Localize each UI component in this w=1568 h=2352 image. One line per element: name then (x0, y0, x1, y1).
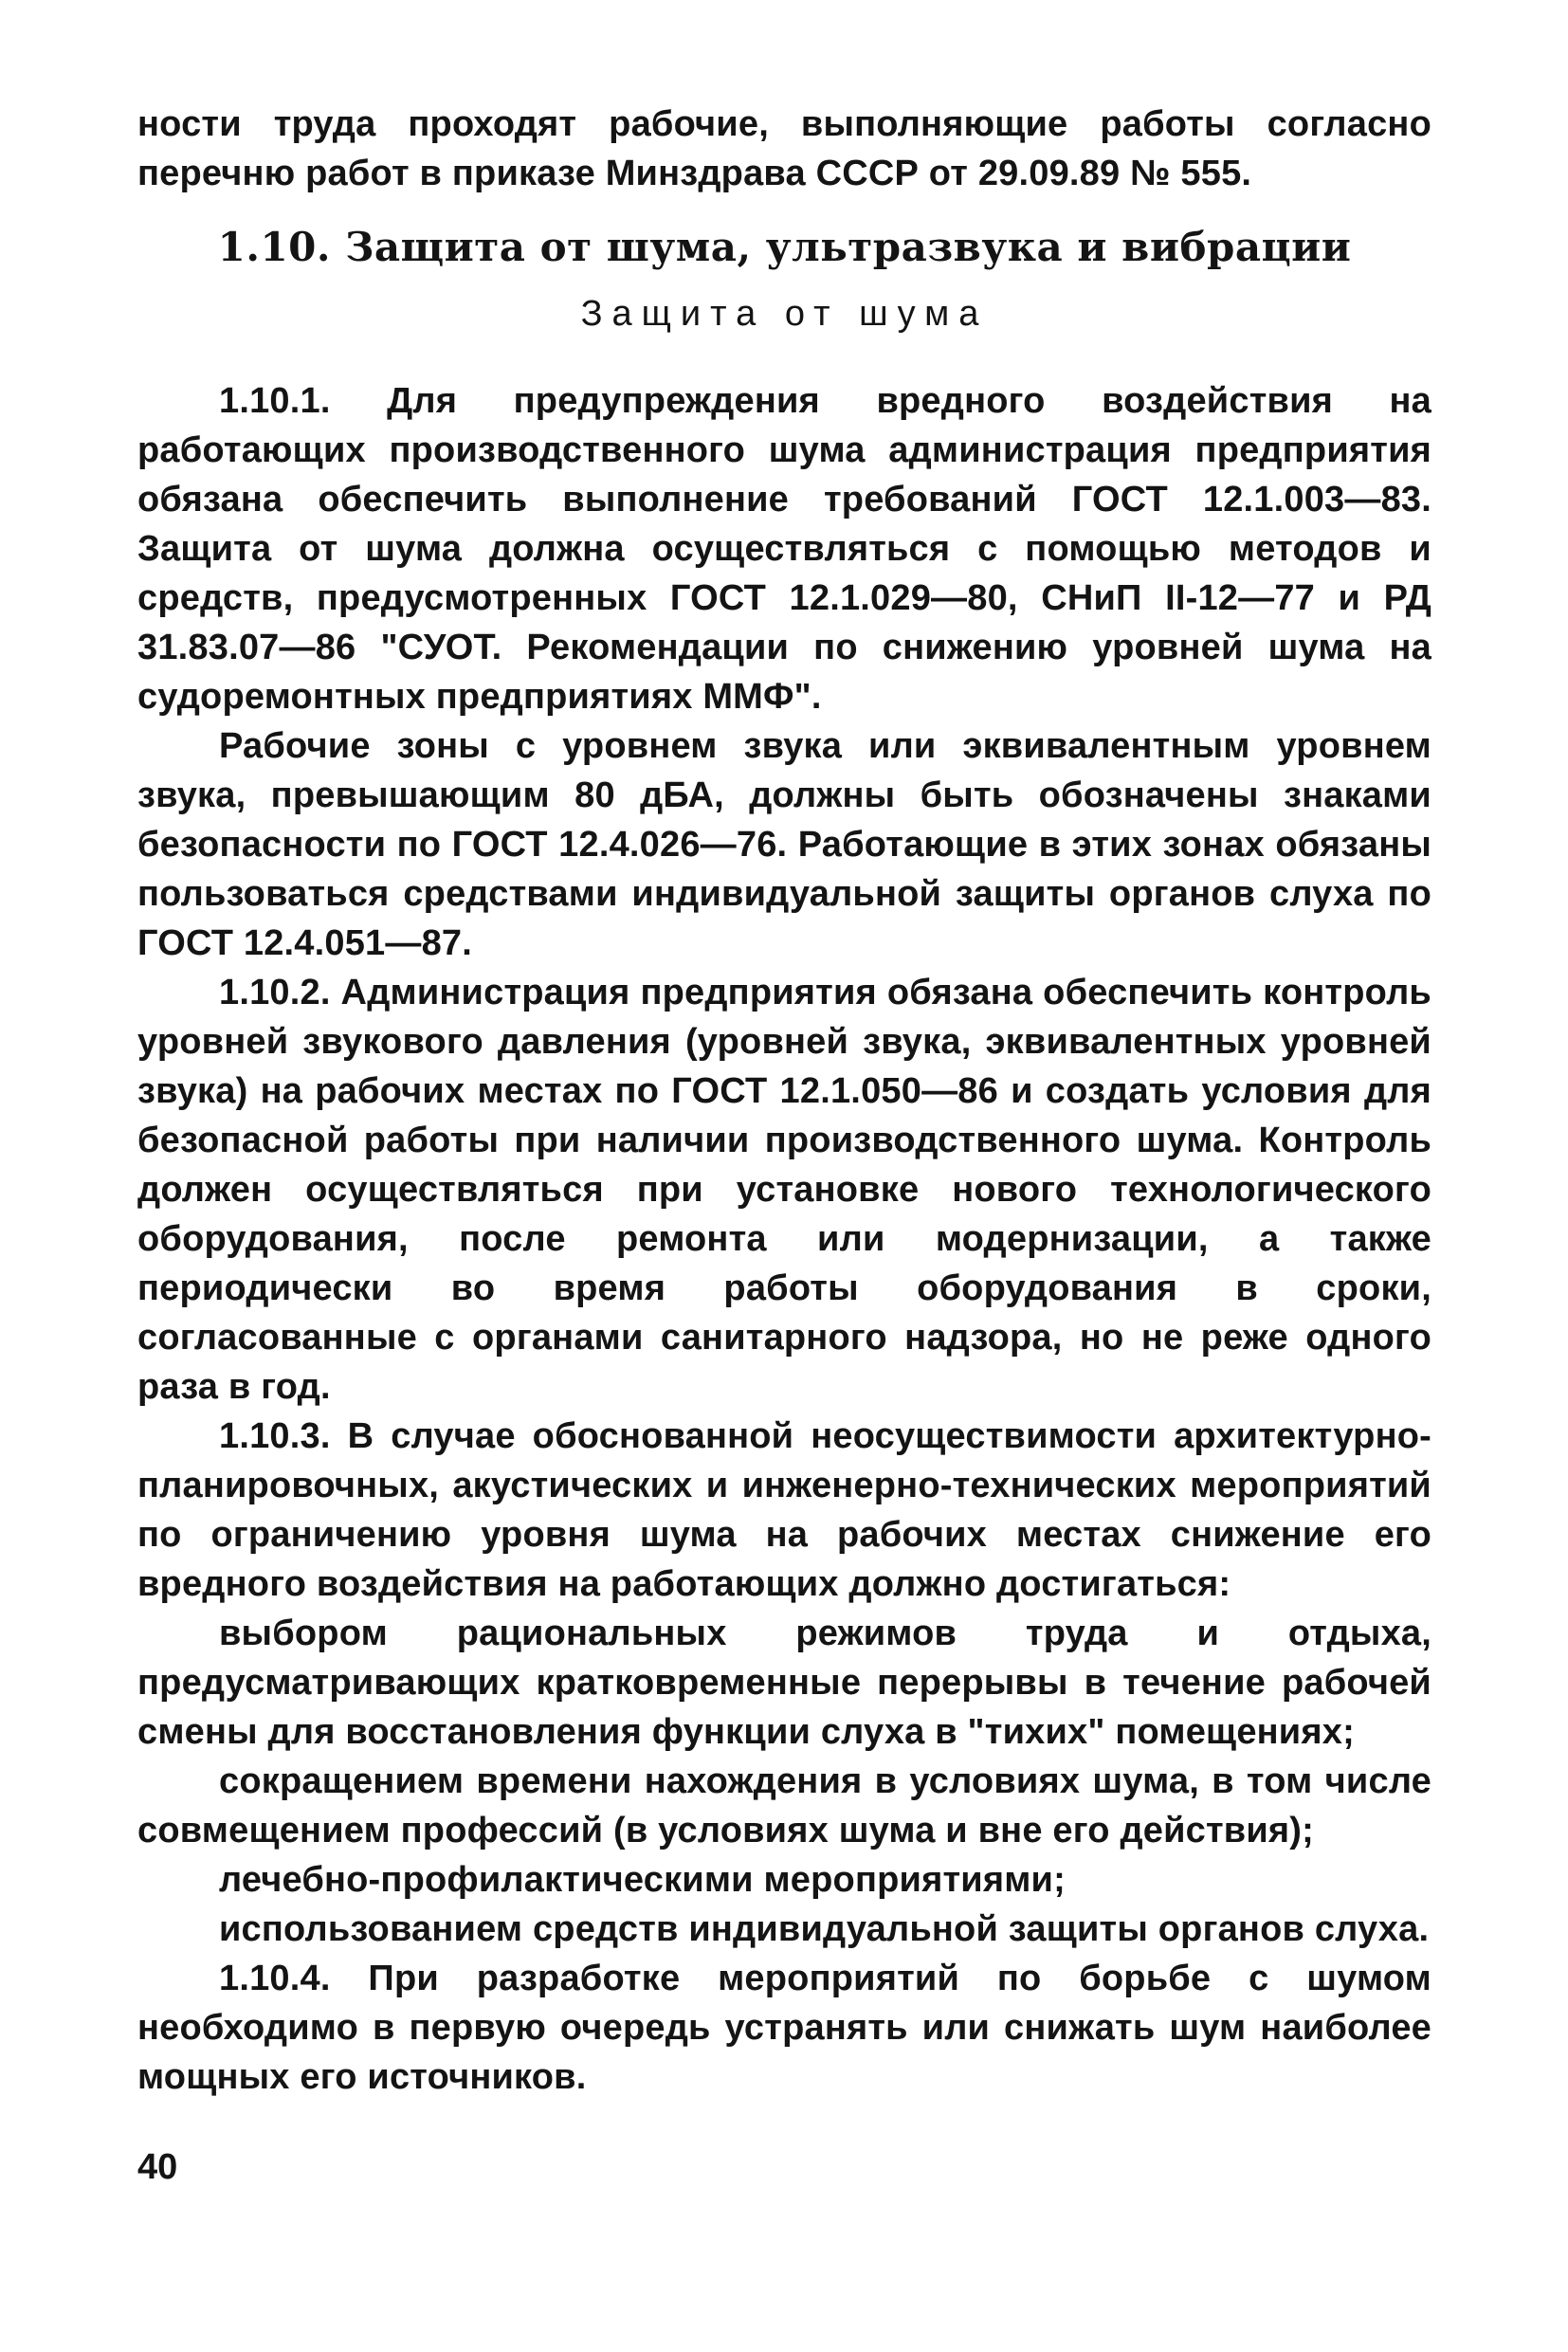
paragraph-work-zones: Рабочие зоны с уровнем звука или эквивалентным уровнем звука, превышающим 80 дБА, должны быть обозначены знаками безопасности по ГОСТ 12.4.026—76. Работающие в этих зонах обязаны пользоваться средствами индивидуальной защиты органов слуха по ГОСТ 12.4.051—87. (137, 726, 1431, 963)
subsection-title: Защита от шума (580, 294, 989, 334)
list-item-reduced-exposure: сокращением времени нахождения в условиях шума, в том числе совмещением профессий (в условиях шума и вне его действия); (137, 1761, 1431, 1851)
paragraph-1-10-2: 1.10.2. Администрация предприятия обязана обеспечить контроль уровней звукового давления (уровней звука, эквивалентных уровней звука) на рабочих местах по ГОСТ 12.1.050—86 и создать условия для безопасной работы при наличии производственного шума. Контроль должен осуществляться при установке нового технологического оборудования, после ремонта или модернизации, а также периодически во время работы оборудования в сроки, согласованные с органами санитарного надзора, но не реже одного раза в год. (137, 973, 1431, 1407)
intro-paragraph: ности труда проходят рабочие, выполняющие работы согласно перечню работ в приказе Минздрава СССР от 29.09.89 № 555. (137, 104, 1431, 193)
paragraph-1-10-1: 1.10.1. Для предупреждения вредного воздействия на работающих производственного шума администрация предприятия обязана обеспечить выполнение требований ГОСТ 12.1.003—83. Защита от шума должна осуществляться с помощью методов и средств, предусмотренных ГОСТ 12.1.029—80, СНиП II-12—77 и РД 31.83.07—86 "СУОТ. Рекомендации по снижению уровней шума на судоремонтных предприятиях ММФ". (137, 381, 1431, 717)
list-item-hearing-protection: использованием средств индивидуальной защиты органов слуха. (219, 1909, 1430, 1949)
section-title: 1.10. Защита от шума, ультразвука и вибрации (217, 224, 1352, 270)
list-item-work-rest-regimes: выбором рациональных режимов труда и отдыха, предусматривающих кратковременные перерывы в течение рабочей смены для восстановления функции слуха в "тихих" помещениях; (137, 1614, 1431, 1752)
paragraph-1-10-3: 1.10.3. В случае обоснованной неосуществимости архитектурно-планировочных, акустических и инженерно-технических мероприятий по ограничению уровня шума на рабочих местах снижение его вредного воздействия на работающих должно достигаться: (137, 1416, 1431, 1604)
paragraph-1-10-4: 1.10.4. При разработке мероприятий по борьбе с шумом необходимо в первую очередь устранять или снижать шум наиболее мощных его источников. (137, 1959, 1431, 2097)
document-page (137, 100, 1431, 2102)
list-item-medical-prevention: лечебно-профилактическими мероприятиями; (219, 1860, 1066, 1900)
page-number: 40 (137, 2147, 178, 2187)
